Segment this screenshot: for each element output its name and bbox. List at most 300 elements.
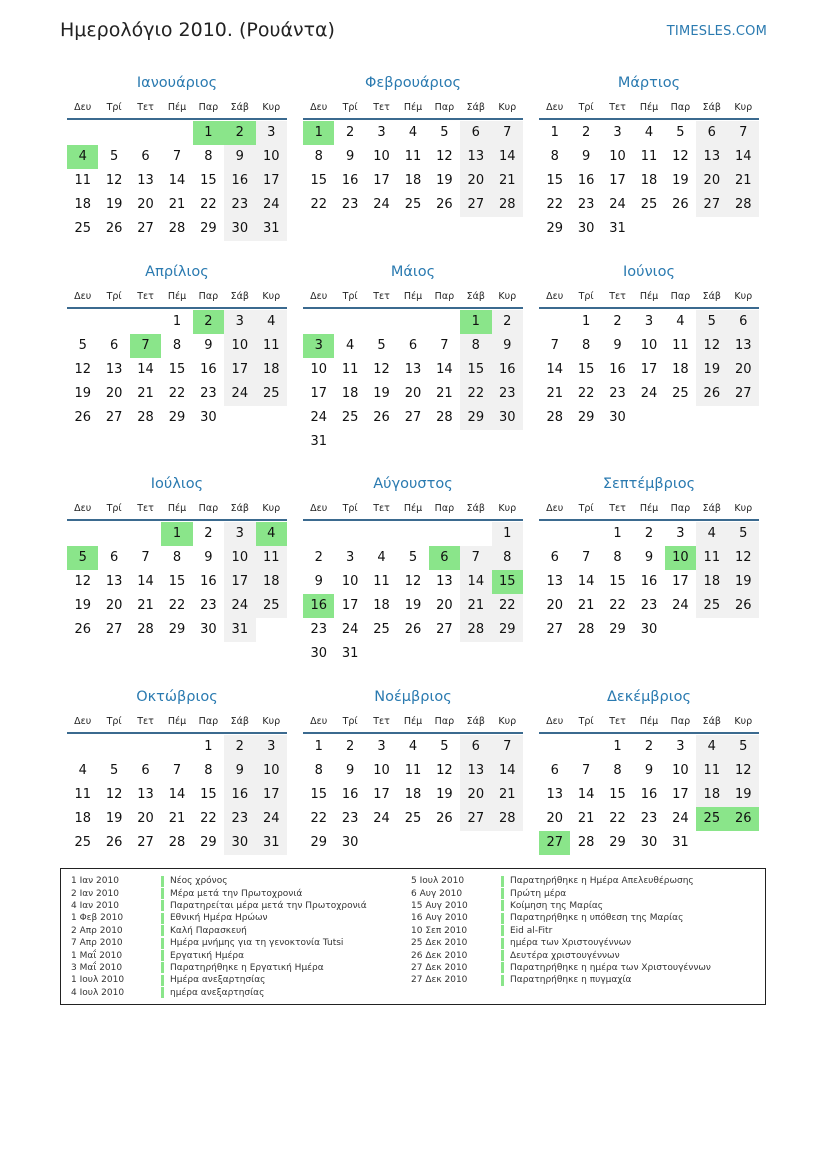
day-cell: 10 xyxy=(256,145,287,169)
empty-day-cell xyxy=(67,735,98,759)
month-name: Απρίλιος xyxy=(145,264,209,280)
day-cell: 5 xyxy=(440,739,449,754)
week-row xyxy=(539,145,759,169)
day-cell: 26 xyxy=(373,410,390,425)
day-cell: 28 xyxy=(577,622,595,637)
day-cell: 18 xyxy=(696,783,727,807)
weekday-label: Σάβ xyxy=(230,715,249,727)
empty-day-cell xyxy=(696,406,727,430)
day-cell: 15 xyxy=(577,362,595,377)
legend-date: 15 Αυγ 2010 xyxy=(411,900,468,911)
empty-day-cell xyxy=(696,618,727,642)
day-cell: 18 xyxy=(373,598,390,613)
weekday-label: Τρί xyxy=(342,715,358,727)
day-cell: 30 xyxy=(341,835,359,850)
day-cell: 2 xyxy=(613,314,622,329)
day-cell: 20 xyxy=(460,169,491,193)
day-cell: 27 xyxy=(105,622,123,637)
weekday-header xyxy=(303,285,523,309)
weekday-label: Τετ xyxy=(137,101,154,113)
day-cell: 27 xyxy=(460,807,491,831)
day-cell: 15 xyxy=(200,173,217,188)
empty-day-cell xyxy=(366,831,397,855)
day-cell: 6 xyxy=(141,763,150,778)
weekday-label: Τετ xyxy=(137,290,154,302)
day-cell: 29 xyxy=(460,406,491,430)
day-cell: 8 xyxy=(314,149,323,164)
day-cell: 2 xyxy=(644,526,654,541)
legend-item xyxy=(71,987,367,999)
day-cell: 26 xyxy=(105,835,123,850)
day-cell: 19 xyxy=(436,787,453,802)
day-cell: 13 xyxy=(105,574,123,589)
week-row xyxy=(539,169,759,193)
day-cell: 18 xyxy=(256,358,287,382)
day-cell: 22 xyxy=(168,598,186,613)
day-cell: 14 xyxy=(577,787,595,802)
day-cell: 23 xyxy=(200,386,217,401)
weekday-header xyxy=(539,285,759,309)
day-cell: 8 xyxy=(314,763,323,778)
weekday-label: Τρί xyxy=(578,290,594,302)
day-cell: 7 xyxy=(581,550,591,565)
empty-day-cell xyxy=(161,735,192,759)
day-cell: 30 xyxy=(640,835,658,850)
day-cell: 10 xyxy=(373,149,390,164)
day-cell: 30 xyxy=(224,831,255,855)
day-cell: 5 xyxy=(67,546,98,570)
weekday-label: Τετ xyxy=(373,715,390,727)
holiday-marker xyxy=(161,987,164,998)
day-cell: 8 xyxy=(204,149,213,164)
legend-item xyxy=(411,974,711,986)
day-cell: 4 xyxy=(644,125,654,140)
day-cell: 6 xyxy=(728,310,759,334)
weekday-label: Σάβ xyxy=(230,290,249,302)
week-row xyxy=(303,618,523,642)
day-cell: 8 xyxy=(581,338,591,353)
day-cell: 8 xyxy=(172,550,182,565)
empty-day-cell xyxy=(98,310,129,334)
day-cell: 24 xyxy=(256,193,287,217)
weekday-label: Δευ xyxy=(310,101,328,113)
empty-day-cell xyxy=(460,522,491,546)
legend-holiday-name: Πρώτη μέρα xyxy=(510,888,567,899)
week-row xyxy=(67,193,287,217)
weekday-label: Κυρ xyxy=(262,502,281,514)
empty-day-cell xyxy=(696,217,727,241)
week-row xyxy=(303,522,523,546)
day-cell: 28 xyxy=(728,193,759,217)
weekday-label: Δευ xyxy=(310,715,328,727)
day-cell: 6 xyxy=(109,338,119,353)
month-calendar xyxy=(539,70,759,241)
day-cell: 12 xyxy=(728,759,759,783)
legend-column-left xyxy=(71,875,367,999)
day-cell: 30 xyxy=(492,406,523,430)
day-cell: 29 xyxy=(577,410,595,425)
empty-day-cell xyxy=(130,522,161,546)
weekday-label: Δευ xyxy=(546,502,564,514)
holiday-legend xyxy=(60,868,766,1005)
week-row xyxy=(539,217,759,241)
legend-holiday-name: Δευτέρα χριστουγέννων xyxy=(510,950,620,961)
weekday-label: Σάβ xyxy=(466,715,485,727)
day-cell: 4 xyxy=(676,314,685,329)
day-cell: 14 xyxy=(436,362,453,377)
day-cell: 12 xyxy=(105,787,123,802)
day-cell: 2 xyxy=(204,526,213,541)
day-cell: 6 xyxy=(460,735,491,759)
month-name: Νοέμβριος xyxy=(374,689,452,705)
day-cell: 2 xyxy=(345,125,355,140)
day-cell: 5 xyxy=(696,310,727,334)
weekday-label: Δευ xyxy=(74,290,92,302)
legend-item xyxy=(71,875,367,887)
empty-day-cell xyxy=(397,430,428,454)
legend-holiday-name: Μέρα μετά την Πρωτοχρονιά xyxy=(170,888,303,899)
weekday-label: Παρ xyxy=(434,290,455,302)
weekday-label: Σάβ xyxy=(230,502,249,514)
day-cell: 16 xyxy=(200,574,217,589)
week-row xyxy=(67,831,287,855)
weekday-label: Τετ xyxy=(373,101,390,113)
weekday-label: Παρ xyxy=(670,715,691,727)
day-cell: 23 xyxy=(224,193,255,217)
day-cell: 11 xyxy=(74,173,91,188)
holiday-marker xyxy=(161,938,164,949)
day-cell: 26 xyxy=(436,811,453,826)
day-cell: 9 xyxy=(644,550,654,565)
day-cell: 22 xyxy=(609,811,626,826)
legend-item xyxy=(411,887,711,899)
day-cell: 24 xyxy=(224,594,255,618)
week-row xyxy=(303,406,523,430)
day-cell: 28 xyxy=(436,410,453,425)
weekday-header xyxy=(67,710,287,734)
empty-day-cell xyxy=(665,406,696,430)
weekday-label: Κυρ xyxy=(262,101,281,113)
weekday-header xyxy=(67,285,287,309)
weekday-header xyxy=(539,96,759,120)
empty-day-cell xyxy=(334,310,365,334)
weekday-label: Δευ xyxy=(546,101,564,113)
week-row xyxy=(303,783,523,807)
month-name: Ιανουάριος xyxy=(136,75,218,91)
holiday-marker xyxy=(161,913,164,924)
day-cell: 9 xyxy=(345,149,355,164)
day-cell: 18 xyxy=(74,811,91,826)
day-cell: 12 xyxy=(74,362,91,377)
day-cell: 24 xyxy=(256,807,287,831)
day-cell: 29 xyxy=(168,622,186,637)
day-cell: 22 xyxy=(577,386,595,401)
day-cell: 18 xyxy=(672,362,689,377)
week-row xyxy=(67,594,287,618)
legend-column-right xyxy=(411,875,711,987)
weekday-label: Τρί xyxy=(106,101,122,113)
day-cell: 30 xyxy=(200,410,217,425)
holiday-marker xyxy=(161,962,164,973)
week-row xyxy=(67,358,287,382)
day-cell: 16 xyxy=(577,173,595,188)
empty-day-cell xyxy=(67,310,98,334)
day-cell: 29 xyxy=(168,410,186,425)
day-cell: 7 xyxy=(581,763,591,778)
day-cell: 30 xyxy=(609,410,626,425)
weekday-label: Σάβ xyxy=(466,290,485,302)
empty-day-cell xyxy=(67,121,98,145)
legend-date: 4 Ιαν 2010 xyxy=(71,900,119,911)
legend-item xyxy=(71,925,367,937)
day-cell: 11 xyxy=(696,759,727,783)
day-cell: 3 xyxy=(256,735,287,759)
day-cell: 15 xyxy=(492,570,523,594)
day-cell: 15 xyxy=(168,362,186,377)
empty-day-cell xyxy=(429,642,460,666)
day-cell: 28 xyxy=(168,835,186,850)
week-row xyxy=(67,406,287,430)
month-calendar xyxy=(67,259,287,430)
day-cell: 9 xyxy=(314,574,323,589)
day-cell: 18 xyxy=(256,570,287,594)
day-cell: 6 xyxy=(460,121,491,145)
week-row xyxy=(303,759,523,783)
legend-item xyxy=(71,974,367,986)
weekday-label: Πέμ xyxy=(403,101,423,113)
day-cell: 24 xyxy=(373,811,390,826)
day-cell: 30 xyxy=(310,646,327,661)
week-row xyxy=(539,831,759,855)
day-cell: 27 xyxy=(728,382,759,406)
month-calendar xyxy=(539,259,759,430)
holiday-marker xyxy=(501,913,504,924)
weekday-label: Τετ xyxy=(609,290,626,302)
legend-item xyxy=(411,925,711,937)
empty-day-cell xyxy=(303,522,334,546)
holiday-marker xyxy=(501,876,504,887)
month-calendar xyxy=(67,684,287,855)
day-cell: 1 xyxy=(613,739,622,754)
empty-day-cell xyxy=(460,831,491,855)
day-cell: 26 xyxy=(728,594,759,618)
legend-item xyxy=(71,937,367,949)
day-cell: 9 xyxy=(613,338,622,353)
day-cell: 21 xyxy=(577,598,595,613)
site-link[interactable]: TIMESLES.COM xyxy=(666,24,767,39)
week-row xyxy=(539,193,759,217)
legend-holiday-name: Ημέρα μνήμης για τη γενοκτονία Tutsi xyxy=(170,938,344,949)
day-cell: 26 xyxy=(728,807,759,831)
day-cell: 12 xyxy=(436,763,453,778)
day-cell: 14 xyxy=(492,759,523,783)
day-cell: 12 xyxy=(74,574,91,589)
week-row xyxy=(539,121,759,145)
legend-date: 1 Ιουλ 2010 xyxy=(71,975,125,986)
day-cell: 11 xyxy=(74,787,91,802)
empty-day-cell xyxy=(397,522,428,546)
day-cell: 16 xyxy=(200,362,217,377)
day-cell: 17 xyxy=(224,570,255,594)
day-cell: 18 xyxy=(341,386,359,401)
legend-date: 25 Δεκ 2010 xyxy=(411,938,468,949)
empty-day-cell xyxy=(334,430,365,454)
day-cell: 7 xyxy=(130,334,161,358)
weekday-label: Τρί xyxy=(342,502,358,514)
day-cell: 21 xyxy=(168,811,186,826)
day-cell: 8 xyxy=(613,763,622,778)
holiday-marker xyxy=(501,975,504,986)
weekday-header xyxy=(539,497,759,521)
day-cell: 27 xyxy=(105,410,123,425)
day-cell: 5 xyxy=(78,338,87,353)
empty-day-cell xyxy=(539,522,570,546)
empty-day-cell xyxy=(728,406,759,430)
day-cell: 25 xyxy=(74,221,91,236)
day-cell: 15 xyxy=(310,787,327,802)
weekday-label: Κυρ xyxy=(262,290,281,302)
day-cell: 21 xyxy=(460,594,491,618)
day-cell: 31 xyxy=(256,831,287,855)
day-cell: 3 xyxy=(303,334,334,358)
empty-day-cell xyxy=(397,642,428,666)
day-cell: 23 xyxy=(341,811,359,826)
day-cell: 31 xyxy=(341,646,359,661)
legend-date: 1 Φεβ 2010 xyxy=(71,913,124,924)
day-cell: 10 xyxy=(373,763,390,778)
day-cell: 9 xyxy=(644,763,654,778)
empty-day-cell xyxy=(67,522,98,546)
legend-date: 1 Μαΐ 2010 xyxy=(71,950,123,961)
day-cell: 7 xyxy=(550,338,559,353)
empty-day-cell xyxy=(429,310,460,334)
day-cell: 17 xyxy=(672,574,689,589)
legend-item xyxy=(71,949,367,961)
day-cell: 17 xyxy=(256,169,287,193)
day-cell: 7 xyxy=(172,149,182,164)
weekday-label: Πέμ xyxy=(167,290,187,302)
month-name: Ιούνιος xyxy=(623,264,675,280)
legend-item xyxy=(411,912,711,924)
weekday-label: Παρ xyxy=(670,101,691,113)
empty-day-cell xyxy=(130,735,161,759)
day-cell: 14 xyxy=(460,570,491,594)
day-cell: 3 xyxy=(644,314,654,329)
day-cell: 13 xyxy=(728,334,759,358)
day-cell: 29 xyxy=(200,835,217,850)
day-cell: 9 xyxy=(224,759,255,783)
day-cell: 19 xyxy=(404,598,422,613)
day-cell: 27 xyxy=(460,193,491,217)
month-name: Μάρτιος xyxy=(617,75,681,91)
day-cell: 1 xyxy=(492,522,523,546)
week-row xyxy=(303,334,523,358)
day-cell: 24 xyxy=(672,598,689,613)
empty-day-cell xyxy=(633,217,664,241)
month-calendar xyxy=(303,471,523,666)
day-cell: 25 xyxy=(373,622,390,637)
weekday-header xyxy=(303,96,523,120)
day-cell: 17 xyxy=(373,173,390,188)
legend-holiday-name: Παρατηρήθηκε η Ημέρα Απελευθέρωσης xyxy=(510,876,694,887)
day-cell: 11 xyxy=(404,763,422,778)
day-cell: 18 xyxy=(640,173,658,188)
week-row xyxy=(539,382,759,406)
day-cell: 21 xyxy=(168,197,186,212)
holiday-marker xyxy=(161,975,164,986)
day-cell: 19 xyxy=(373,386,390,401)
day-cell: 27 xyxy=(137,221,154,236)
day-cell: 30 xyxy=(577,221,595,236)
day-cell: 28 xyxy=(168,221,186,236)
day-cell: 22 xyxy=(310,197,327,212)
week-row xyxy=(303,430,523,454)
day-cell: 17 xyxy=(640,362,658,377)
day-cell: 15 xyxy=(546,173,563,188)
legend-holiday-name: Εργατική Ημέρα xyxy=(170,950,244,961)
day-cell: 12 xyxy=(436,149,453,164)
day-cell: 9 xyxy=(581,149,591,164)
day-cell: 13 xyxy=(137,173,154,188)
legend-date: 26 Δεκ 2010 xyxy=(411,950,468,961)
empty-day-cell xyxy=(397,831,428,855)
legend-item xyxy=(71,912,367,924)
day-cell: 11 xyxy=(672,338,689,353)
day-cell: 23 xyxy=(609,386,626,401)
holiday-marker xyxy=(161,925,164,936)
legend-item xyxy=(411,962,711,974)
day-cell: 22 xyxy=(460,382,491,406)
day-cell: 4 xyxy=(696,522,727,546)
day-cell: 3 xyxy=(676,526,685,541)
weekday-label: Πέμ xyxy=(167,502,187,514)
empty-day-cell xyxy=(303,310,334,334)
legend-date: 7 Απρ 2010 xyxy=(71,938,123,949)
month-calendar xyxy=(303,684,523,855)
week-row xyxy=(539,358,759,382)
day-cell: 10 xyxy=(310,362,327,377)
weekday-label: Δευ xyxy=(310,502,328,514)
day-cell: 6 xyxy=(550,550,559,565)
week-row xyxy=(303,642,523,666)
legend-item xyxy=(411,875,711,887)
day-cell: 10 xyxy=(224,334,255,358)
weekday-label: Πέμ xyxy=(403,290,423,302)
day-cell: 19 xyxy=(105,197,123,212)
day-cell: 12 xyxy=(728,546,759,570)
day-cell: 26 xyxy=(74,410,91,425)
legend-item xyxy=(411,949,711,961)
day-cell: 29 xyxy=(200,221,217,236)
day-cell: 16 xyxy=(640,787,658,802)
empty-day-cell xyxy=(161,121,192,145)
day-cell: 20 xyxy=(105,386,123,401)
day-cell: 3 xyxy=(676,739,685,754)
day-cell: 11 xyxy=(404,149,422,164)
weekday-label: Σάβ xyxy=(702,502,721,514)
weekday-label: Παρ xyxy=(198,290,219,302)
week-row xyxy=(67,145,287,169)
day-cell: 4 xyxy=(377,550,386,565)
day-cell: 6 xyxy=(696,121,727,145)
day-cell: 18 xyxy=(74,197,91,212)
day-cell: 4 xyxy=(345,338,355,353)
weekday-label: Τετ xyxy=(373,290,390,302)
week-row xyxy=(303,546,523,570)
day-cell: 20 xyxy=(404,386,422,401)
day-cell: 5 xyxy=(728,522,759,546)
day-cell: 21 xyxy=(492,783,523,807)
